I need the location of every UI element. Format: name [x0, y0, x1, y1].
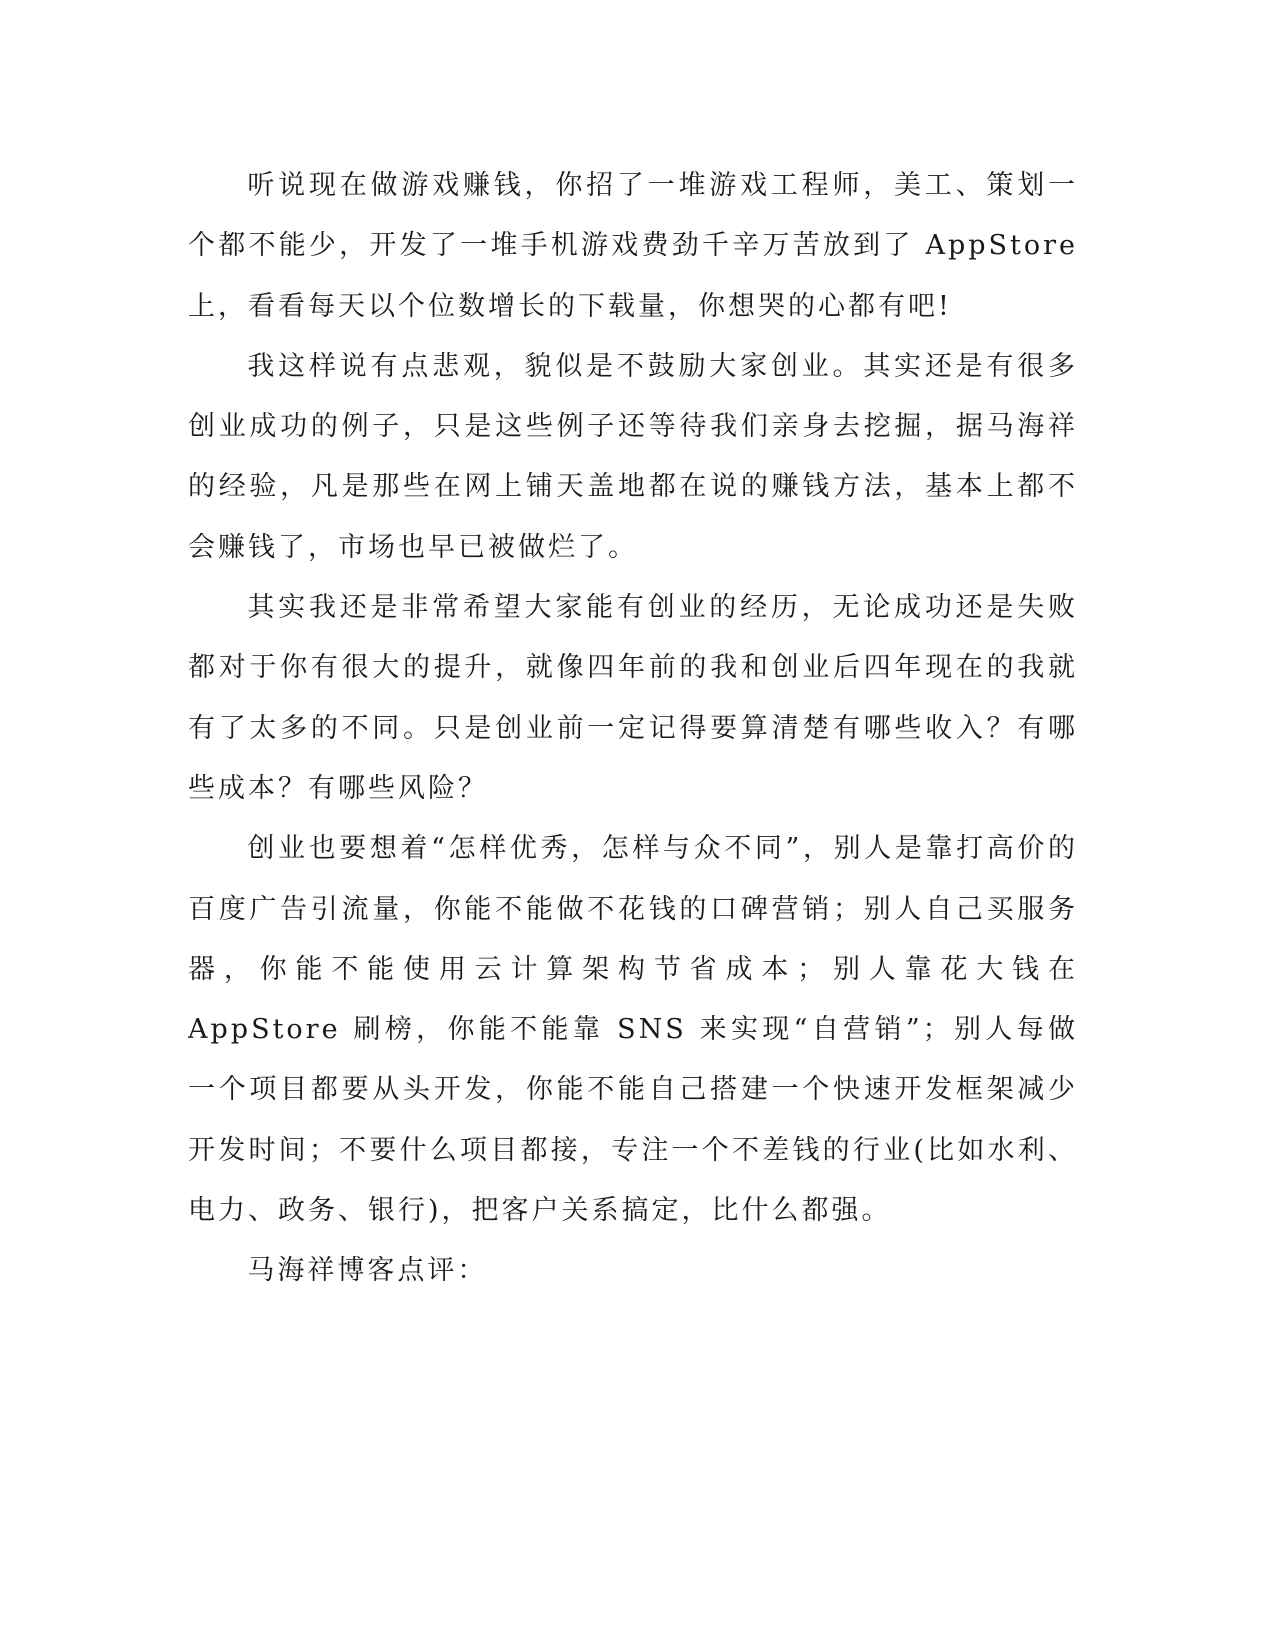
paragraph-game-development: 听说现在做游戏赚钱，你招了一堆游戏工程师，美工、策划一个都不能少，开发了一堆手机游戏费劲千辛万苦放到了 AppStore 上，看看每天以个位数增长的下载量，你想哭的心都有吧!	[188, 170, 1078, 322]
document-body	[188, 156, 1078, 1302]
paragraph-be-different: 创业也要想着“怎样优秀，怎样与众不同”，别人是靠打高价的百度广告引流量，你能不能做不花钱的口碑营销；别人自己买服务器，你能不能使用云计算架构节省成本；别人靠花大钱在 AppStore 刷榜，你能不能靠 SNS 来实现“自营销”；别人每做一个项目都要从头开发，你能不能自己搭建一个快速开发框架减少开发时间；不要什么项目都接，专注一个不差钱的行业(比如水利、电力、政务、银行)，把客户关系搞定，比什么都强。	[188, 833, 1078, 1227]
paragraph-startup-success: 我这样说有点悲观，貌似是不鼓励大家创业。其实还是有很多创业成功的例子，只是这些例子还等待我们亲身去挖掘，据马海祥的经验，凡是那些在网上铺天盖地都在说的赚钱方法，基本上都不会赚钱了，市场也早已被做烂了。	[188, 350, 1078, 563]
paragraph-startup-experience: 其实我还是非常希望大家能有创业的经历，无论成功还是失败都对于你有很大的提升，就像四年前的我和创业后四年现在的我就有了太多的不同。只是创业前一定记得要算清楚有哪些收入？有哪些成本？有哪些风险？	[188, 592, 1078, 804]
paragraph-blog-comment-heading: 马海祥博客点评：	[247, 1255, 488, 1287]
